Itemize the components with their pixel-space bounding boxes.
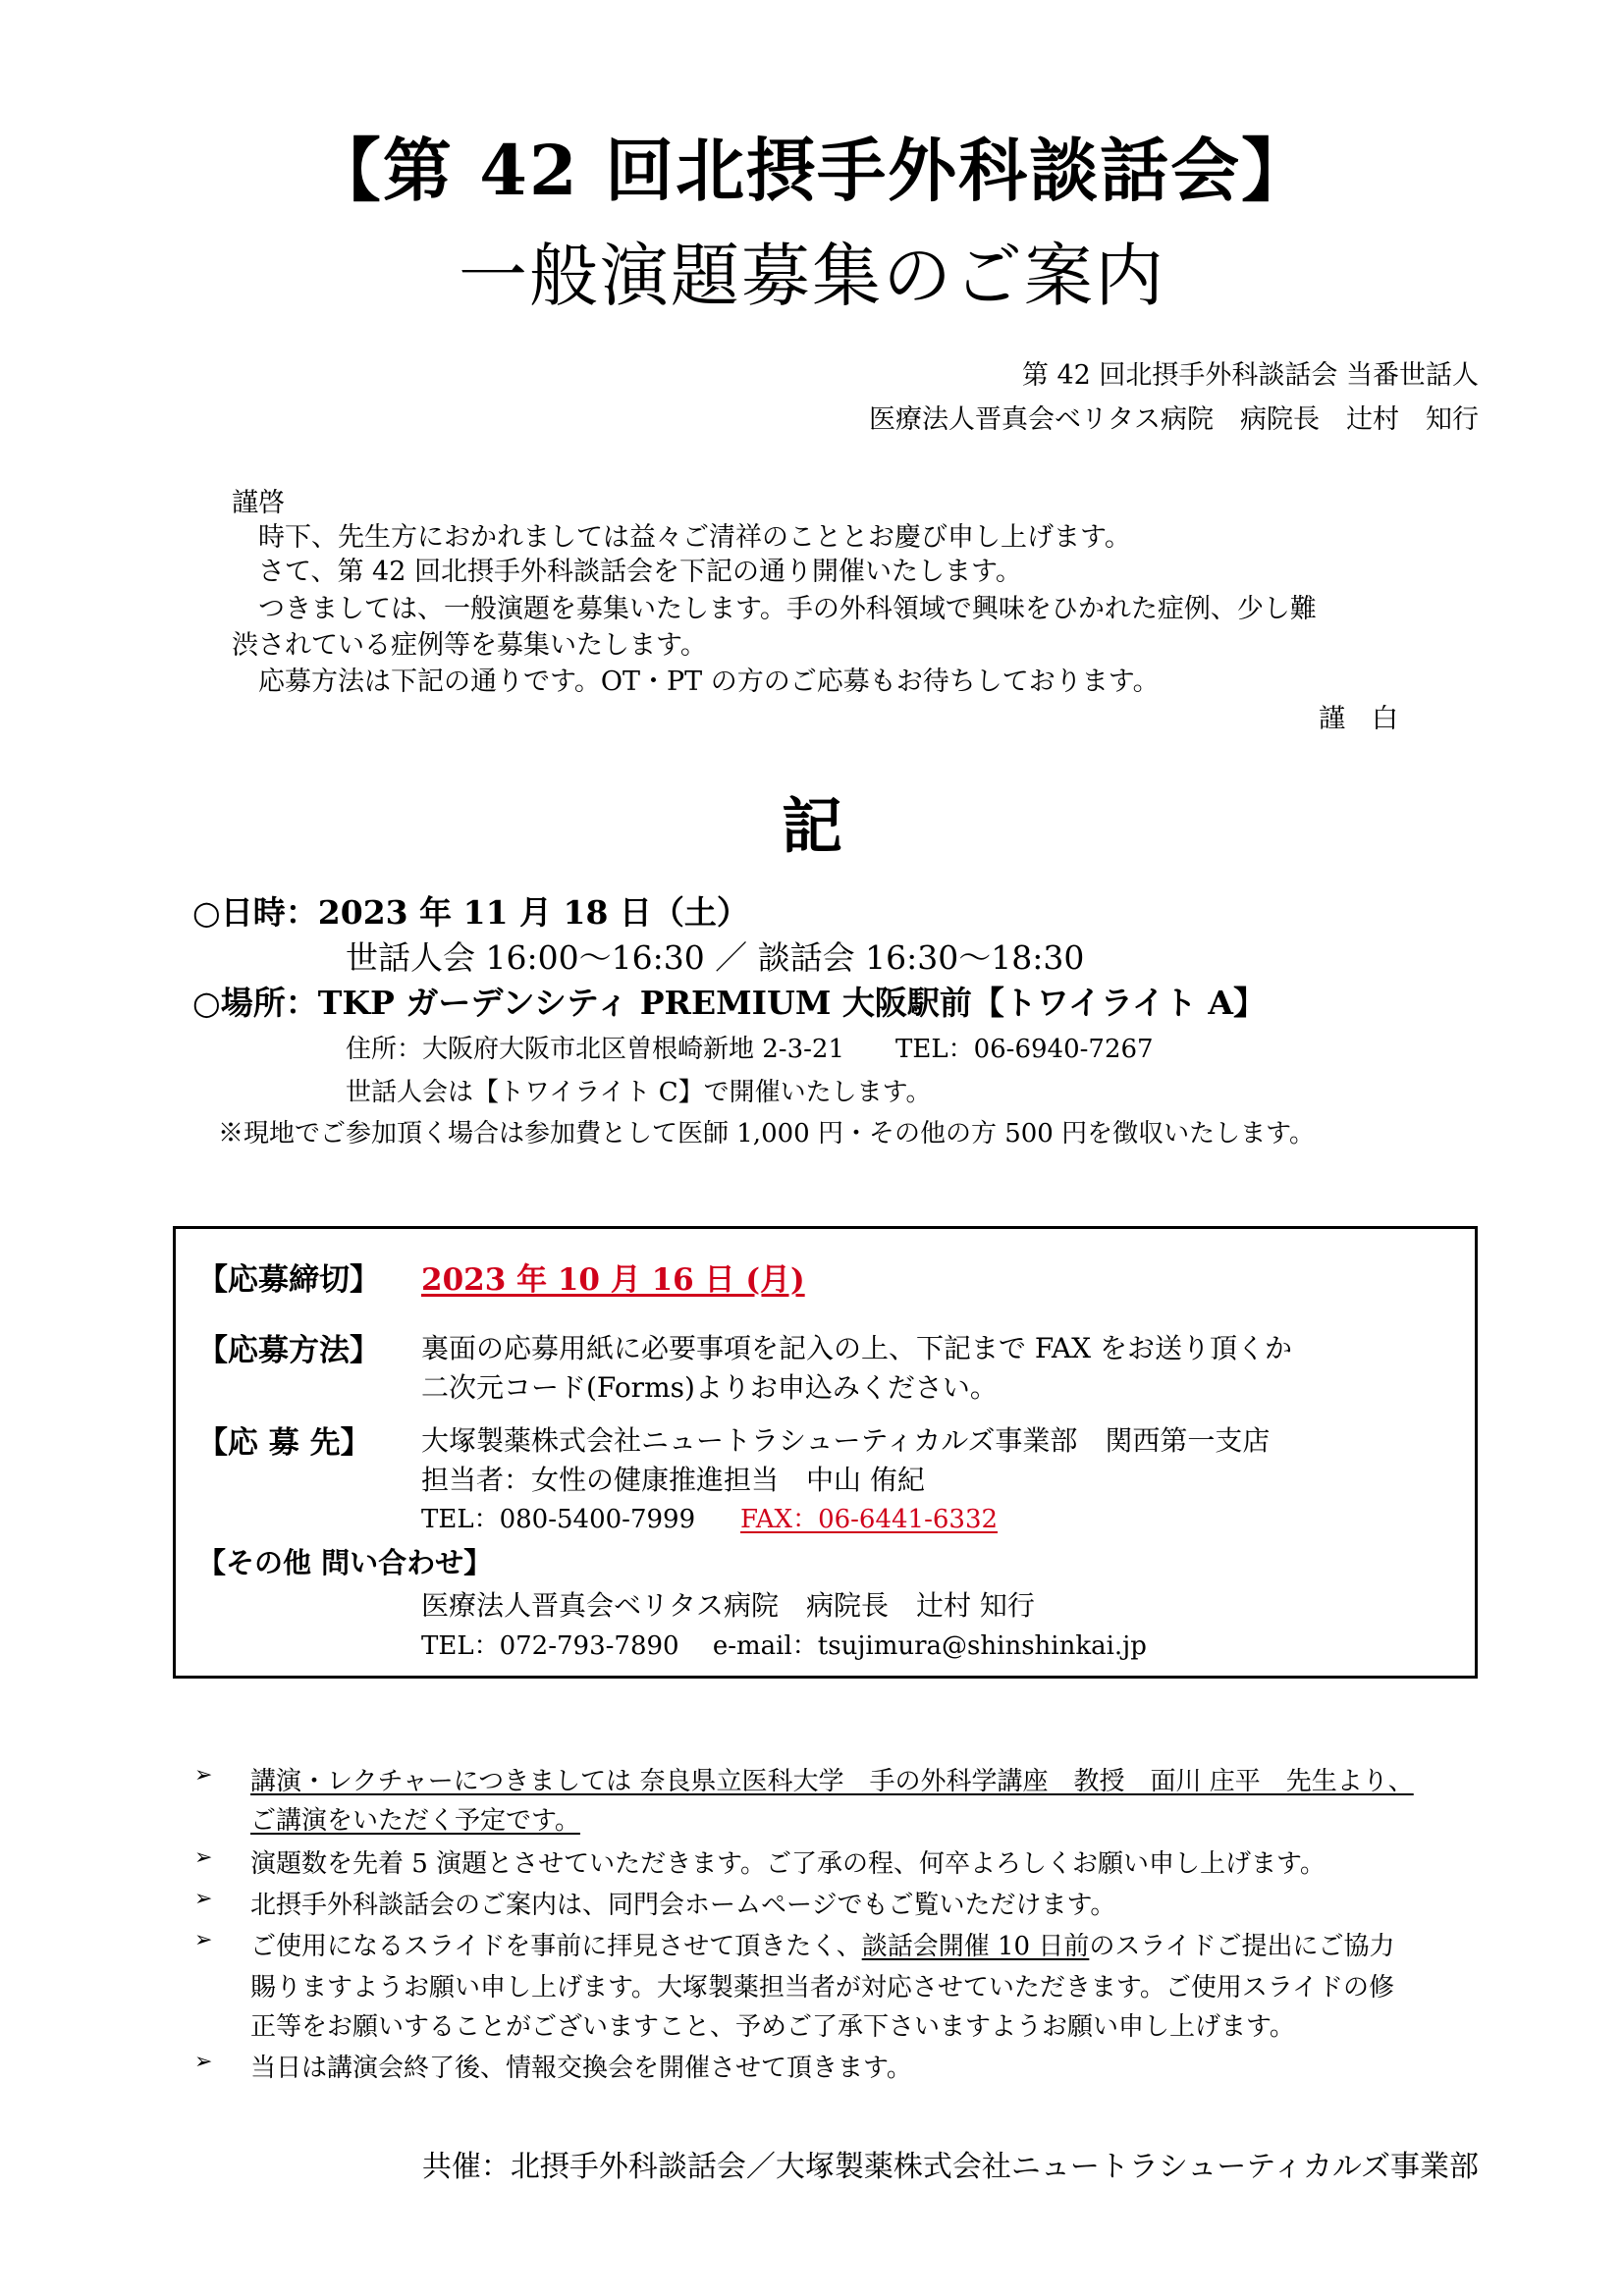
- letter-line: 応募方法は下記の通りです。OT・PT の方のご応募もお待ちしております。: [232, 667, 1160, 697]
- contact-label: 【その他 問い合わせ】: [197, 1546, 493, 1579]
- note-item: ご講演をいただく予定です。: [250, 1806, 580, 1836]
- event-committee-room: 世話人会は【トワイライト C】で開催いたします。: [346, 1078, 932, 1107]
- note-item: 当日は講演会終了後、情報交換会を開催させて頂きます。: [250, 2054, 912, 2083]
- method-line: 裏面の応募用紙に必要事項を記入の上、下記まで FAX をお送り頂くか: [421, 1332, 1292, 1364]
- contact-line: TEL：072-793-7890 e-mail：tsujimura@shinshinkai.jp: [421, 1631, 1147, 1661]
- deadline-value: 2023 年 10 月 16 日 (月): [421, 1262, 805, 1298]
- bullet-arrow-icon: ➢: [194, 1845, 213, 1870]
- note-item: 演題数を先着 5 演題とさせていただきます。ご了承の程、何卒よろしくお願い申し上げます。: [250, 1849, 1326, 1879]
- letter-opening: 謹啓: [232, 488, 285, 518]
- application-box: [173, 1226, 1478, 1679]
- destination-label: 【応 募 先】: [197, 1425, 371, 1461]
- note-item: 賜りますようお願い申し上げます。大塚製薬担当者が対応させていただきます。ご使用スライドの修: [250, 1973, 1395, 2002]
- event-fee-note: ※現地でご参加頂く場合は参加費として医師 1,000 円・その他の方 500 円を徴収いたします。: [218, 1119, 1316, 1148]
- destination-fax: FAX：06-6441-6332: [740, 1505, 999, 1534]
- event-address: 住所：大阪府大阪市北区曽根崎新地 2-3-21 TEL：06-6940-7267: [346, 1035, 1154, 1064]
- note-item: 講演・レクチャーにつきましては 奈良県立医科大学 手の外科学講座 教授 面川 庄平 先生より、: [250, 1767, 1414, 1796]
- bullet-arrow-icon: ➢: [194, 1887, 213, 1911]
- note-highlight: 談話会開催 10 日前: [861, 1932, 1090, 1961]
- letter-line: 渋されている症例等を募集いたします。: [232, 630, 707, 661]
- letter-closing: 謹 白: [1319, 704, 1398, 734]
- page-subtitle: 一般演題募集のご案内: [459, 236, 1165, 316]
- destination-contact: 担当者：女性の健康推進担当 中山 侑紀: [421, 1464, 925, 1496]
- host-name: 医療法人晋真会ベリタス病院 病院長 辻村 知行: [869, 404, 1479, 435]
- bullet-arrow-icon: ➢: [194, 2050, 213, 2074]
- note-text: のスライドご提出にご協力: [1089, 1932, 1395, 1961]
- note-text: ご使用になるスライドを事前に拝見させて頂きたく、: [250, 1932, 862, 1961]
- host-role: 第 42 回北摂手外科談話会 当番世話人: [1021, 360, 1479, 391]
- cosponsor-footer: 共催：北摂手外科談話会／大塚製薬株式会社ニュートラシューティカルズ事業部: [421, 2150, 1479, 2184]
- ki-heading: 記: [781, 790, 842, 862]
- event-date: ○日時：2023 年 11 月 18 日（土）: [192, 893, 749, 932]
- note-item: 北摂手外科談話会のご案内は、同門会ホームページでもご覧いただけます。: [250, 1891, 1116, 1920]
- event-times: 世話人会 16:00～16:30 ／ 談話会 16:30～18:30: [346, 938, 1085, 977]
- letter-line: 時下、先生方におかれましては益々ご清祥のこととお慶び申し上げます。: [232, 522, 1131, 553]
- note-item: [250, 1926, 1395, 1962]
- destination-line: 大塚製薬株式会社ニュートラシューティカルズ事業部 関西第一支店: [421, 1424, 1271, 1457]
- page-title: 【第 42 回北摂手外科談話会】: [311, 130, 1313, 211]
- bullet-arrow-icon: ➢: [194, 1763, 213, 1788]
- destination-tel: TEL：080-5400-7999: [421, 1505, 696, 1534]
- method-line: 二次元コード(Forms)よりお申込みください。: [421, 1371, 998, 1404]
- contact-line: 医療法人晋真会ベリタス病院 病院長 辻村 知行: [421, 1589, 1035, 1622]
- deadline-label: 【応募締切】: [197, 1262, 380, 1298]
- note-item: 正等をお願いすることがございますこと、予めご了承下さいますようお願い申し上げます。: [250, 2012, 1295, 2042]
- event-place: ○場所：TKP ガーデンシティ PREMIUM 大阪駅前【トワイライト A】: [192, 984, 1266, 1022]
- letter-line: さて、第 42 回北摂手外科談話会を下記の通り開催いたします。: [232, 557, 1022, 587]
- bullet-arrow-icon: ➢: [194, 1928, 213, 1952]
- letter-line: つきましては、一般演題を募集いたします。手の外科領域で興味をひかれた症例、少し難: [232, 594, 1317, 624]
- method-label: 【応募方法】: [197, 1333, 380, 1368]
